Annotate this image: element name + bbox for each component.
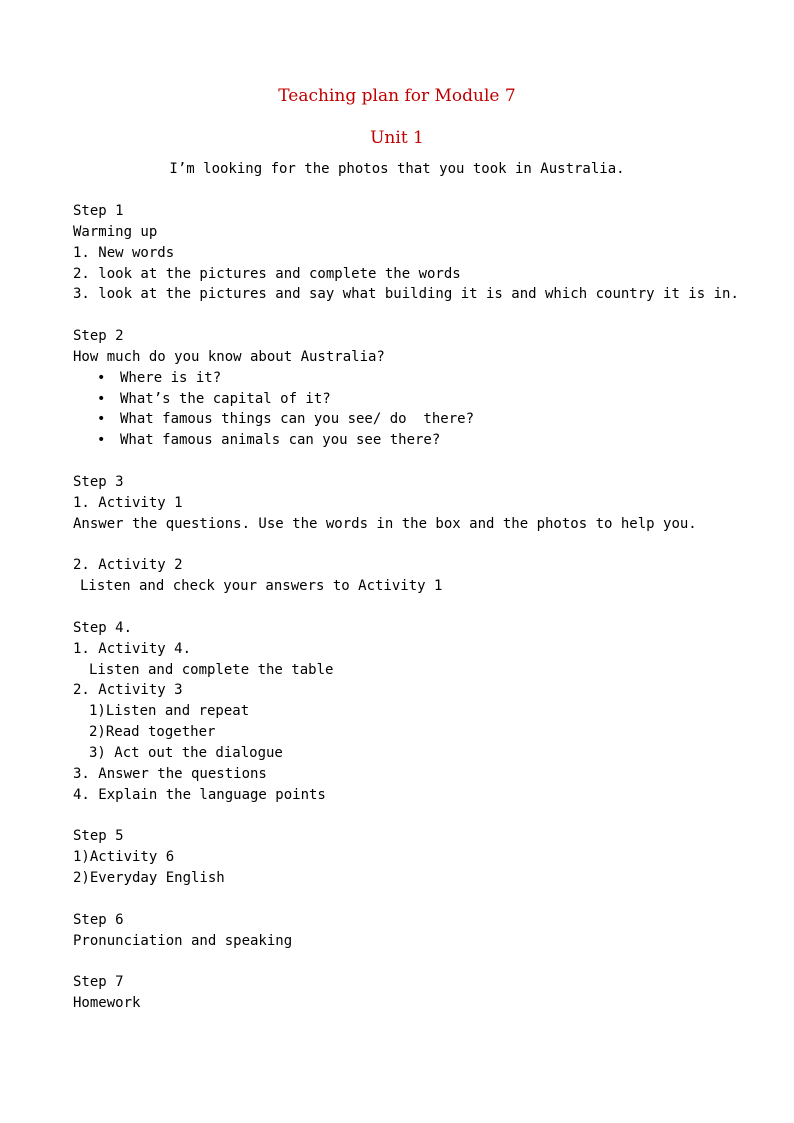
step-label: Step 7 bbox=[73, 974, 124, 991]
plan-body bbox=[73, 201, 763, 1014]
list-item: • What famous things can you see/ do there? bbox=[73, 409, 763, 430]
spacer bbox=[73, 951, 763, 972]
question-list bbox=[73, 368, 763, 451]
list-item: 2. Activity 3 bbox=[73, 682, 183, 699]
list-item: 3. look at the pictures and say what building it is and which country it is in. bbox=[73, 286, 739, 303]
list-item: 1)Activity 6 bbox=[73, 849, 175, 866]
spacer bbox=[73, 535, 763, 556]
step-3-section bbox=[73, 472, 763, 597]
step-label: Step 5 bbox=[73, 828, 124, 845]
bullet-icon: • bbox=[97, 411, 106, 428]
step-2-section bbox=[73, 326, 763, 451]
list-item: • Where is it? bbox=[73, 368, 763, 389]
step-label: Step 2 bbox=[73, 328, 124, 345]
spacer bbox=[73, 805, 763, 826]
activity-text: Listen and check your answers to Activity 1 bbox=[80, 578, 443, 595]
bullet-icon: • bbox=[97, 369, 106, 386]
sub-item: Listen and complete the table bbox=[89, 661, 334, 678]
step-label: Step 1 bbox=[73, 203, 124, 219]
step-label: Step 4. bbox=[73, 619, 133, 636]
step-label: Step 6 bbox=[73, 911, 124, 928]
list-item: 1. Activity 4. bbox=[73, 640, 192, 657]
spacer bbox=[73, 889, 763, 910]
spacer bbox=[73, 597, 763, 618]
lesson-subtitle: I’m looking for the photos that you took in Australia. bbox=[169, 161, 625, 177]
step-text: Pronunciation and speaking bbox=[73, 932, 293, 949]
bullet-icon: • bbox=[97, 390, 106, 407]
activity-title: 1. Activity 1 bbox=[73, 494, 183, 511]
list-item: • What’s the capital of it? bbox=[73, 389, 763, 410]
list-item: 2)Everyday English bbox=[73, 870, 225, 886]
step-label: Step 3 bbox=[73, 473, 124, 490]
sub-item: 1)Listen and repeat bbox=[89, 703, 250, 720]
step-6-section bbox=[73, 910, 763, 952]
step-7-section bbox=[73, 972, 763, 1014]
step-1-section bbox=[73, 201, 763, 305]
step-text: Homework bbox=[73, 995, 141, 1012]
step-4-section bbox=[73, 618, 763, 806]
step-heading: Warming up bbox=[73, 223, 158, 240]
unit-heading: Unit 1 bbox=[370, 128, 424, 148]
list-item: 4. Explain the language points bbox=[73, 786, 326, 803]
sub-item: 2)Read together bbox=[89, 724, 216, 741]
list-item: 2. look at the pictures and complete the words bbox=[73, 265, 461, 282]
bullet-icon: • bbox=[97, 432, 106, 449]
spacer bbox=[73, 305, 763, 326]
activity-title: 2. Activity 2 bbox=[73, 557, 183, 574]
step-5-section bbox=[73, 826, 763, 889]
document-title: Teaching plan for Module 7 bbox=[278, 86, 516, 106]
list-item: 1. New words bbox=[73, 244, 175, 261]
list-item: • What famous animals can you see there? bbox=[73, 430, 763, 451]
activity-text: Answer the questions. Use the words in the box and the photos to help you. bbox=[73, 515, 697, 532]
sub-item: 3) Act out the dialogue bbox=[89, 744, 283, 761]
spacer bbox=[73, 451, 763, 472]
step-heading: How much do you know about Australia? bbox=[73, 348, 385, 365]
list-item: 3. Answer the questions bbox=[73, 765, 267, 782]
